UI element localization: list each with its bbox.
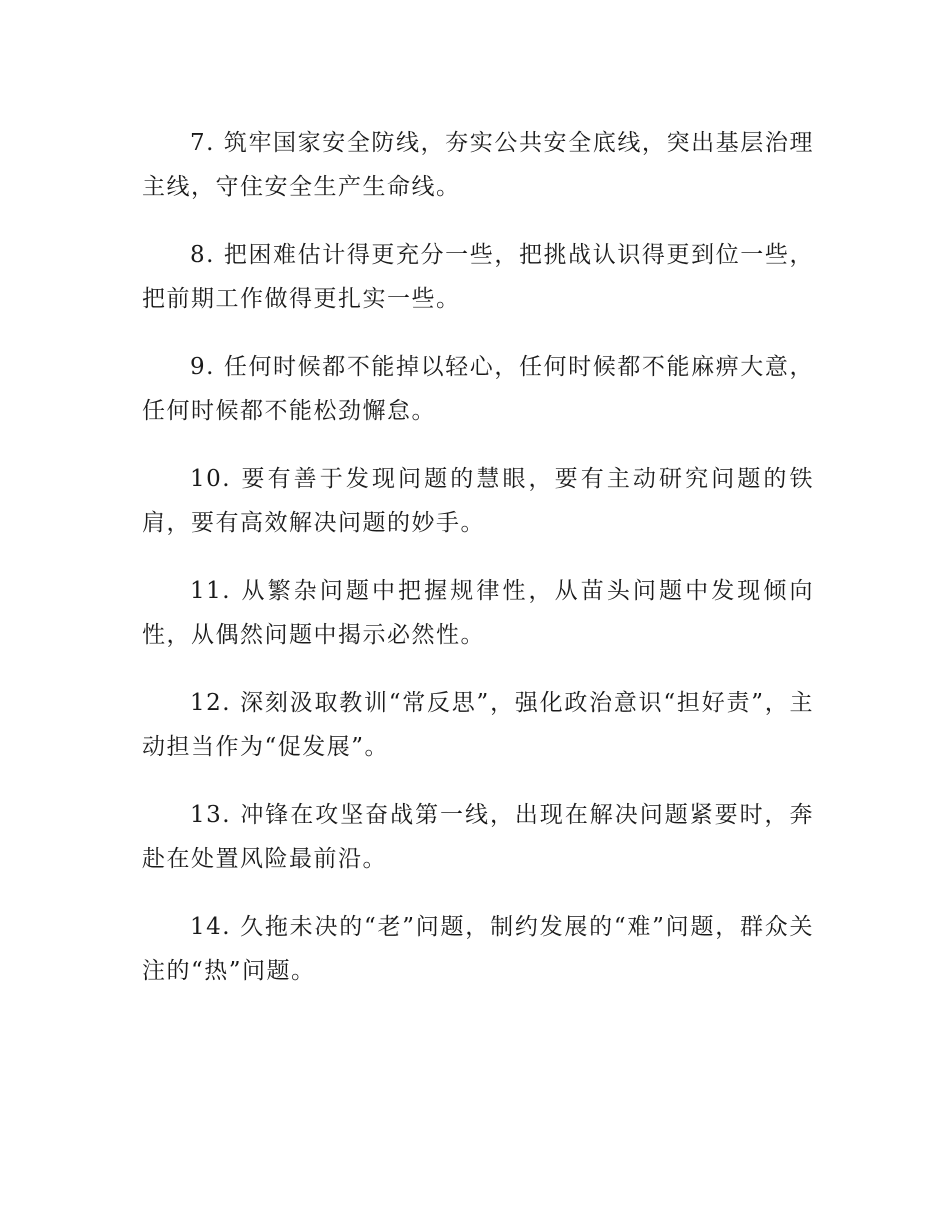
- paragraph-8: 8. 把困难估计得更充分一些，把挑战认识得更到位一些，把前期工作做得更扎实一些。: [142, 242, 814, 312]
- paragraph-13: 13. 冲锋在攻坚奋战第一线，出现在解决问题紧要时，奔赴在处置风险最前沿。: [142, 802, 814, 872]
- paragraph-9: 9. 任何时候都不能掉以轻心，任何时候都不能麻痹大意，任何时候都不能松劲懈怠。: [142, 354, 814, 424]
- document-body: [142, 121, 814, 1017]
- paragraph-10: 10. 要有善于发现问题的慧眼，要有主动研究问题的铁肩，要有高效解决问题的妙手。: [142, 466, 814, 536]
- paragraph-14: 14. 久拖未决的“老”问题，制约发展的“难”问题，群众关注的“热”问题。: [142, 914, 814, 984]
- paragraph-11: 11. 从繁杂问题中把握规律性，从苗头问题中发现倾向性，从偶然问题中揭示必然性。: [142, 578, 814, 648]
- paragraph-12: 12. 深刻汲取教训“常反思”，强化政治意识“担好责”，主动担当作为“促发展”。: [142, 690, 814, 760]
- paragraph-7: 7. 筑牢国家安全防线，夯实公共安全底线，突出基层治理主线，守住安全生产生命线。: [142, 130, 814, 200]
